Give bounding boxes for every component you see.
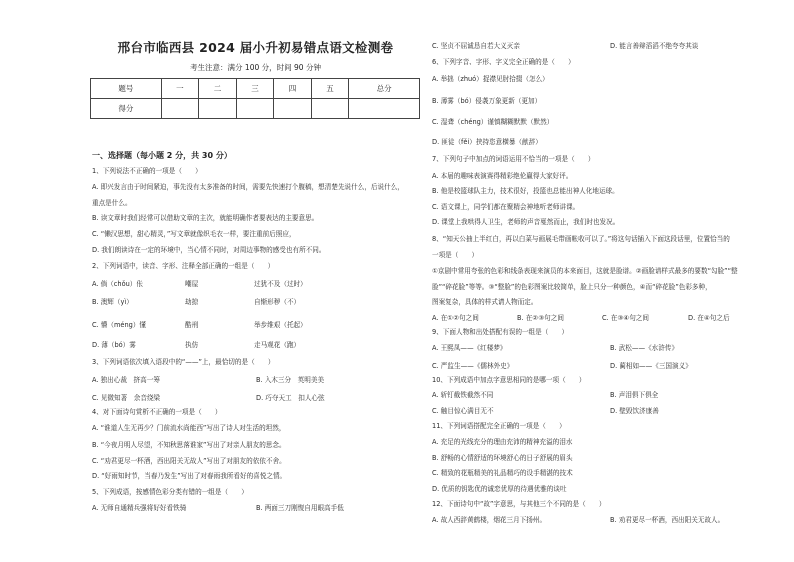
score-header-cell: 三: [236, 79, 274, 99]
question-option: C. 严监生——《儒林外史》: [432, 362, 514, 370]
question-option: D. 我们朗读诗在一定的环境中，当心情不同时，对周边事物的感受也有所不同。: [92, 246, 326, 254]
question-option: 劫掠: [185, 298, 199, 306]
question-option: A. “谁道人生无再少？门前流水尚能西”写出了诗人对生活的坦然，: [92, 424, 286, 432]
question-option: C. “懒汉思想，甜心精灵，”写文章就像织毛衣一样，要注重前后照应，: [92, 230, 296, 238]
question-option: D. 壁毁饮济康善: [610, 407, 659, 415]
score-value-row: [91, 99, 420, 119]
question-option: 执仿: [185, 341, 199, 349]
question-option: B. 声泪俱下俱全: [610, 391, 659, 399]
question-option: B. 在②③句之间: [517, 314, 564, 322]
question-option: A. 充足的光线充分的理由充沛的精神充溢的泪水: [432, 438, 573, 446]
question-option: B. 两面三刀刚愎自用眼高手低: [256, 504, 344, 512]
score-header-row: [91, 79, 420, 99]
question-option: B. 读文章时我们经常可以借助文章的主次，就能明确作者要表达的主要意思。: [92, 214, 319, 222]
score-header-cell: 一: [161, 79, 199, 99]
score-input-cell[interactable]: [236, 99, 274, 119]
exam-notice: 考生注意：满分 100 分，时间 90 分钟: [190, 63, 321, 72]
question-stem: 5、下列成语，按感情色彩分类有错的一组是（ ）: [92, 488, 248, 496]
question-option: B. 武松——《水浒传》: [610, 344, 679, 352]
question-option: D. 巧夺天工 扣人心弦: [256, 394, 325, 402]
question-option: A. 在①②句之间: [432, 314, 479, 322]
passage-line: 图案复杂，具体的样式请人物而定。: [432, 298, 538, 306]
question-option: 自惭形秽（不）: [254, 298, 301, 306]
question-option: D. 课堂上我哄得人卫生，老师的声音戛然而止，我们时也发况。: [432, 218, 620, 226]
question-option: B. 入木三分 英明美美: [256, 376, 325, 384]
question-option: C. 见微知著 余音绕梁: [92, 394, 161, 402]
question-option: B. 澳辉（yì）: [92, 298, 133, 306]
question-option: 重点是什么。: [92, 199, 132, 207]
question-stem: 10、下列成语中加点字意思相同的是哪一项（ ）: [432, 376, 586, 384]
question-option: A. 本届的趣味表演赛得精彩绝伦赢得大家好评。: [432, 172, 573, 180]
question-option: A. 独出心裁 挤高一筹: [92, 376, 160, 384]
question-stem: 8、“知天公抽上半红白，再以白菜与画展毛带画帐收可以了。”将这句话插入下面这段话里，位置恰当的: [432, 235, 730, 243]
passage-line: ①京剧中常用夸张的色彩和线条表现来演员的本来面目，这就是脸谱。②画脸谱样式最多的要数“勾脸”“整: [432, 267, 738, 275]
score-input-cell[interactable]: [274, 99, 312, 119]
question-option: B. “今夜月明人尽望，不知秋思落谁家”写出了对亲人朋友的思念。: [92, 441, 286, 449]
question-option: B. 薄雾（bó）侵袭万象更新（更加）: [432, 97, 542, 105]
question-option: 过犹不及（过时）: [254, 280, 307, 288]
score-header-cell: 四: [274, 79, 312, 99]
question-option: 酷刑: [185, 321, 199, 329]
question-option: D. 蔺相如——《三国演义》: [610, 362, 692, 370]
question-option: D. 能言善辩滔滔不绝夸夸其谈: [610, 42, 699, 50]
question-option: D. 匪徒（fěi）挟持恣意横暴（献辞）: [432, 138, 542, 146]
question-stem: 9、下面人物和出处搭配有误的一组是（ ）: [432, 328, 569, 336]
question-option: A. 举拙（zhuó）捉襟见肘拾掇（怎么）: [432, 75, 549, 83]
question-option: 走马观花（跑）: [254, 341, 301, 349]
question-option: D. 薄（bó）雾: [92, 341, 136, 349]
score-input-cell[interactable]: [349, 99, 420, 119]
score-input-cell[interactable]: [161, 99, 199, 119]
score-header-cell: 题号: [91, 79, 162, 99]
question-option: A. 斩钉截铁截然不同: [432, 391, 494, 399]
question-option: A. 故人西辞黄鹤楼，烟花三月下扬州。: [432, 516, 547, 524]
question-option: 举步维艰（托起）: [254, 321, 307, 329]
exam-title: 邢台市临西县 2024 届小升初易错点语文检测卷: [117, 40, 394, 55]
score-input-cell[interactable]: [199, 99, 237, 119]
question-option: A. 王熙凤——《红楼梦》: [432, 344, 507, 352]
passage-line: 脸”“碎花脸”等等。③“整脸”的色彩图案比较简单，脸上只分一种颜色，④而“碎花脸”色彩多种，: [432, 283, 712, 291]
question-option: C. 湿聋（chéng）谨慎糊糊默默（默然）: [432, 118, 554, 126]
question-option: B. 舒畅的心情舒适的环境舒心的日子舒展的眉头: [432, 454, 573, 462]
question-stem: 12、下面诗句中“故”字意思，与其他三个不同的是（ ）: [432, 500, 606, 508]
question-stem: 2、下列词语中，读音、字形、注释全部正确的一组是（ ）: [92, 262, 275, 270]
question-stem: 一项是（ ）: [432, 251, 479, 259]
question-option: A. 倘（chǒu）伥: [92, 280, 143, 288]
question-option: 嘲屋: [185, 280, 199, 288]
score-input-cell[interactable]: [311, 99, 349, 119]
score-header-cell: 总分: [349, 79, 420, 99]
question-option: C. “劝君更尽一杯酒，西出阳关无故人”写出了对朋友的依依不舍。: [92, 457, 286, 465]
question-option: A. 即兴发言由于时间紧迫，事先没有太多准备的时间，需要先快速打个腹稿，想清楚先说什么，后说什么，: [92, 183, 404, 191]
score-row-label: 得分: [91, 99, 162, 119]
question-stem: 4、对下面诗句赏析不正确的一项是（ ）: [92, 408, 222, 416]
question-stem: 11、下列词语搭配完全正确的一项是（ ）: [432, 422, 566, 430]
section-heading: 一、选择题（每小题 2 分，共 30 分）: [92, 151, 232, 160]
question-stem: 1、下列说法不正确的一项是（ ）: [92, 167, 202, 175]
question-stem: 6、下列字音、字形、字义完全正确的是（ ）: [432, 58, 575, 66]
question-option: D. “好雨知时节，当春乃发生”写出了对春雨我所看好的喜悦之情。: [92, 472, 287, 480]
question-option: A. 无师自通精兵强将好好看铁骑: [92, 504, 187, 512]
question-option: C. 语文课上，同学们都在聚精会神地听老师讲课。: [432, 203, 580, 211]
question-option: D. 优质的钥匙优的诚恋优厚的待遇优雅的谈吐: [432, 485, 567, 493]
score-header-cell: 二: [199, 79, 237, 99]
question-option: D. 在④句之后: [688, 314, 730, 322]
question-option: B. 他是校篮球队主力，技术很好，投篮也总能出神人化地运球。: [432, 187, 619, 195]
score-header-cell: 五: [311, 79, 349, 99]
question-option: B. 劝君更尽一杯酒，西出阳关无故人。: [610, 516, 725, 524]
question-stem: 7、下列句子中加点的词语运用不恰当的一项是（ ）: [432, 155, 595, 163]
question-option: C. 在③④句之间: [602, 314, 649, 322]
score-table: [90, 78, 420, 119]
question-option: C. 触目惊心满目无不: [432, 407, 494, 415]
question-stem: 3、下列词语依次填入语段中的“——”上，最恰切的是（ ）: [92, 358, 275, 366]
question-option: C. 坚贞不屈诚恳自若大义灭亲: [432, 42, 520, 50]
question-option: C. 懵（méng）懂: [92, 321, 147, 329]
question-option: C. 精致的花瓶精美的礼品精巧的设手精湛的技术: [432, 469, 573, 477]
